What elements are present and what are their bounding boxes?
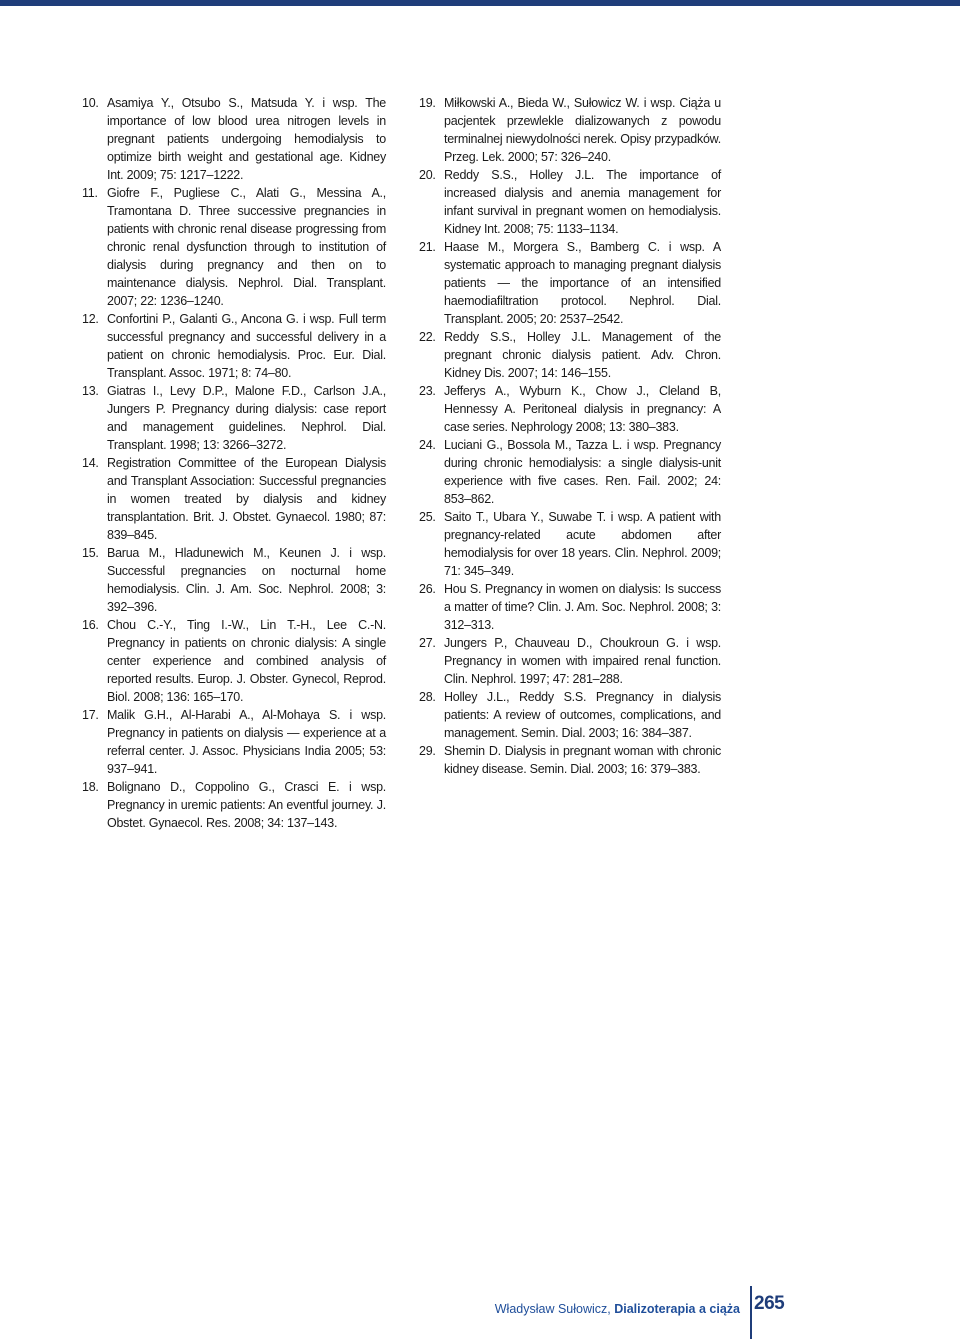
reference-item bbox=[419, 580, 721, 634]
reference-text: Malik G.H., Al-Harabi A., Al-Mohaya S. i wsp. Pregnancy in patients on dialysis — experience at a referral center. J. Assoc. Physicians India 2005; 53: 937–941. bbox=[107, 708, 386, 776]
reference-number: 11. bbox=[82, 186, 98, 200]
reference-item bbox=[82, 382, 386, 454]
reference-number: 14. bbox=[82, 456, 99, 470]
reference-number: 28. bbox=[419, 690, 436, 704]
reference-number: 10. bbox=[82, 96, 99, 110]
references-right-column bbox=[419, 94, 721, 778]
footer-author: Władysław Sułowicz, bbox=[494, 1302, 615, 1316]
reference-text: Asamiya Y., Otsubo S., Matsuda Y. i wsp. The importance of low blood urea nitrogen levels in pregnant patients undergoing hemodialysis to optimize birth weight and gestational age. Kidney Int. 2009; 75: 1217–1222. bbox=[107, 96, 386, 182]
reference-item bbox=[419, 238, 721, 328]
footer-article-title: Dializoterapia a ciąża bbox=[614, 1302, 740, 1316]
reference-number: 21. bbox=[419, 240, 436, 254]
reference-text: Shemin D. Dialysis in pregnant woman with chronic kidney disease. Semin. Dial. 2003; 16: 379–383. bbox=[444, 744, 721, 776]
reference-item bbox=[419, 328, 721, 382]
reference-item bbox=[82, 616, 386, 706]
reference-item bbox=[82, 544, 386, 616]
reference-number: 13. bbox=[82, 384, 99, 398]
reference-text: Reddy S.S., Holley J.L. The importance of increased dialysis and anemia management for infant survival in pregnant women on hemodialysis. Kidney Int. 2008; 75: 1133–1134. bbox=[444, 168, 721, 236]
reference-text: Giatras I., Levy D.P., Malone F.D., Carlson J.A., Jungers P. Pregnancy during dialysis: case report and management guidelines. Nephrol. Dial. Transplant. 1998; 13: 3266–3272. bbox=[107, 384, 386, 452]
reference-text: Hou S. Pregnancy in women on dialysis: Is success a matter of time? Clin. J. Am. Soc. Nephrol. 2008; 3: 312–313. bbox=[444, 582, 721, 632]
reference-text: Holley J.L., Reddy S.S. Pregnancy in dialysis patients: A review of outcomes, complications, and management. Semin. Dial. 2003; 16: 384–387. bbox=[444, 690, 721, 740]
reference-number: 27. bbox=[419, 636, 436, 650]
reference-text: Saito T., Ubara Y., Suwabe T. i wsp. A patient with pregnancy-related acute abdomen after hemodialysis for over 18 years. Clin. Nephrol. 2009; 71: 345–349. bbox=[444, 510, 721, 578]
reference-item bbox=[419, 634, 721, 688]
reference-text: Miłkowski A., Bieda W., Sułowicz W. i wsp. Ciąża u pacjentek przewlekle dializowanych z powodu terminalnej niewydolności nerek. Opisy przypadków. Przeg. Lek. 2000; 57: 326–240. bbox=[444, 96, 721, 164]
reference-text: Confortini P., Galanti G., Ancona G. i wsp. Full term successful pregnancy and successful delivery in a patient on chronic hemodialysis. Proc. Eur. Dial. Transplant. Assoc. 1971; 8: 74–80. bbox=[107, 312, 386, 380]
references-left-column bbox=[82, 94, 386, 832]
reference-number: 23. bbox=[419, 384, 436, 398]
reference-item bbox=[82, 310, 386, 382]
reference-text: Giofre F., Pugliese C., Alati G., Messina A., Tramontana D. Three successive pregnancies in patients with chronic renal disease progressing from chronic renal dysfunction through to institution of dialysis during pregnancy and then on to maintenance dialysis. Nephrol. Dial. Transplant. 2007; 22: 1236–1240. bbox=[107, 186, 386, 308]
reference-item bbox=[419, 508, 721, 580]
reference-item bbox=[419, 166, 721, 238]
reference-number: 15. bbox=[82, 546, 99, 560]
reference-number: 18. bbox=[82, 780, 99, 794]
reference-text: Haase M., Morgera S., Bamberg C. i wsp. A systematic approach to managing pregnant dialysis patients — the importance of an intensified haemodiafiltration protocol. Nephrol. Dial. Transplant. 2005; 20: 2537–2542. bbox=[444, 240, 721, 326]
reference-item bbox=[419, 94, 721, 166]
running-footer bbox=[495, 1302, 740, 1316]
reference-text: Jungers P., Chauveau D., Choukroun G. i wsp. Pregnancy in women with impaired renal function. Clin. Nephrol. 1997; 47: 281–288. bbox=[444, 636, 721, 686]
reference-text: Barua M., Hladunewich M., Keunen J. i wsp. Successful pregnancies on nocturnal home hemodialysis. Clin. J. Am. Soc. Nephrol. 2008; 3: 392–396. bbox=[107, 546, 386, 614]
reference-number: 17. bbox=[82, 708, 99, 722]
reference-item bbox=[419, 742, 721, 778]
reference-text: Chou C.-Y., Ting I.-W., Lin T.-H., Lee C.-N. Pregnancy in patients on chronic dialysis: A single center experience and combined analysis of reported results. Europ. J. Obster. Gynecol, Reprod. Biol. 2008; 136: 165–170. bbox=[107, 618, 386, 704]
reference-item bbox=[419, 688, 721, 742]
reference-number: 20. bbox=[419, 168, 436, 182]
reference-text: Luciani G., Bossola M., Tazza L. i wsp. Pregnancy during chronic hemodialysis: a single dialysis-unit experience with five cases. Ren. Fail. 2002; 24: 853–862. bbox=[444, 438, 721, 506]
reference-number: 25. bbox=[419, 510, 436, 524]
footer-divider bbox=[750, 1286, 752, 1339]
page-number: 265 bbox=[754, 1293, 785, 1314]
reference-number: 12. bbox=[82, 312, 99, 326]
reference-number: 29. bbox=[419, 744, 436, 758]
top-accent-bar bbox=[0, 0, 960, 6]
reference-item bbox=[82, 778, 386, 832]
page-footer bbox=[0, 1286, 960, 1339]
reference-item bbox=[82, 706, 386, 778]
reference-text: Bolignano D., Coppolino G., Crasci E. i wsp. Pregnancy in uremic patients: An eventful journey. J. Obstet. Gynaecol. Res. 2008; 34: 137–143. bbox=[107, 780, 386, 830]
reference-item bbox=[82, 454, 386, 544]
reference-item bbox=[419, 382, 721, 436]
reference-item bbox=[82, 94, 386, 184]
reference-number: 19. bbox=[419, 96, 436, 110]
reference-number: 16. bbox=[82, 618, 99, 632]
reference-number: 26. bbox=[419, 582, 436, 596]
reference-text: Registration Committee of the European Dialysis and Transplant Association: Successful pregnancies in women treated by dialysis and kidney transplantation. Brit. J. Obstet. Gynaecol. 1980; 87: 839–845. bbox=[107, 456, 386, 542]
reference-item bbox=[419, 436, 721, 508]
reference-number: 24. bbox=[419, 438, 436, 452]
reference-item bbox=[82, 184, 386, 310]
reference-text: Reddy S.S., Holley J.L. Management of the pregnant chronic dialysis patient. Adv. Chron. Kidney Dis. 2007; 14: 146–155. bbox=[444, 330, 721, 380]
reference-number: 22. bbox=[419, 330, 436, 344]
reference-text: Jefferys A., Wyburn K., Chow J., Cleland B, Hennessy A. Peritoneal dialysis in pregnancy: A case series. Nephrology 2008; 13: 380–383. bbox=[444, 384, 721, 434]
